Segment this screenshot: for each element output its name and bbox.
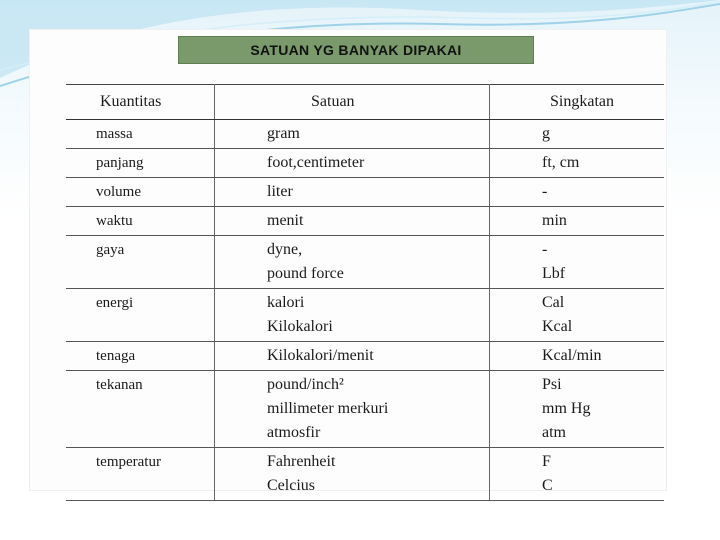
unit-name: Kilokalori/menit [267, 347, 374, 364]
slide-title: SATUAN YG BANYAK DIPAKAI [250, 42, 462, 58]
unit-name: pound/inch² [267, 376, 344, 393]
unit-abbreviation: ft, cm [542, 154, 580, 171]
table-row [66, 149, 664, 178]
unit-abbreviation: g [542, 125, 550, 142]
abbreviation-cell [490, 236, 665, 289]
unit-abbreviation: atm [542, 424, 566, 441]
table-row [66, 120, 664, 149]
quantity-cell: volume [66, 178, 215, 207]
table-row [66, 207, 664, 236]
unit-cell [215, 342, 490, 371]
quantity-cell: energi [66, 289, 215, 342]
unit-abbreviation: mm Hg [542, 400, 591, 417]
abbreviation-cell [490, 149, 665, 178]
unit-abbreviation: C [542, 477, 553, 494]
table-row [66, 178, 664, 207]
unit-name: atmosfir [267, 424, 321, 441]
table-row [66, 289, 664, 342]
header-satuan: Satuan [215, 85, 490, 120]
unit-name: Fahrenheit [267, 453, 336, 470]
unit-name: foot,centimeter [267, 154, 365, 171]
slide-title-bar [178, 36, 534, 64]
unit-cell [215, 178, 490, 207]
unit-name: liter [267, 183, 293, 200]
header-kuantitas: Kuantitas [66, 85, 215, 120]
abbreviation-cell [490, 178, 665, 207]
quantity-cell: tenaga [66, 342, 215, 371]
unit-abbreviation: - [542, 183, 548, 200]
header-singkatan: Singkatan [490, 85, 665, 120]
units-table [66, 84, 664, 501]
table-row [66, 342, 664, 371]
unit-name: millimeter merkuri [267, 400, 389, 417]
unit-abbreviation: Lbf [542, 265, 566, 282]
abbreviation-cell [490, 120, 665, 149]
table-header-row [66, 85, 664, 120]
quantity-cell: tekanan [66, 371, 215, 448]
unit-cell [215, 289, 490, 342]
quantity-cell: massa [66, 120, 215, 149]
unit-name: menit [267, 212, 304, 229]
unit-cell [215, 120, 490, 149]
unit-abbreviation: Psi [542, 376, 562, 393]
table-row [66, 448, 664, 501]
quantity-cell: gaya [66, 236, 215, 289]
unit-cell [215, 371, 490, 448]
unit-name: dyne, [267, 241, 303, 258]
unit-cell [215, 149, 490, 178]
table-row [66, 371, 664, 448]
unit-abbreviation: - [542, 241, 548, 258]
table-body [66, 120, 664, 501]
abbreviation-cell [490, 289, 665, 342]
unit-abbreviation: Kcal/min [542, 347, 602, 364]
unit-abbreviation: min [542, 212, 567, 229]
unit-cell [215, 207, 490, 236]
quantity-cell: temperatur [66, 448, 215, 501]
unit-name: pound force [267, 265, 344, 282]
unit-name: gram [267, 125, 300, 142]
abbreviation-cell [490, 371, 665, 448]
unit-name: kalori [267, 294, 305, 311]
unit-cell [215, 236, 490, 289]
quantity-cell: waktu [66, 207, 215, 236]
abbreviation-cell [490, 207, 665, 236]
unit-name: Kilokalori [267, 318, 333, 335]
unit-abbreviation: Cal [542, 294, 565, 311]
unit-abbreviation: F [542, 453, 551, 470]
unit-abbreviation: Kcal [542, 318, 573, 335]
abbreviation-cell [490, 342, 665, 371]
quantity-cell: panjang [66, 149, 215, 178]
unit-name: Celcius [267, 477, 315, 494]
unit-cell [215, 448, 490, 501]
abbreviation-cell [490, 448, 665, 501]
table-row [66, 236, 664, 289]
